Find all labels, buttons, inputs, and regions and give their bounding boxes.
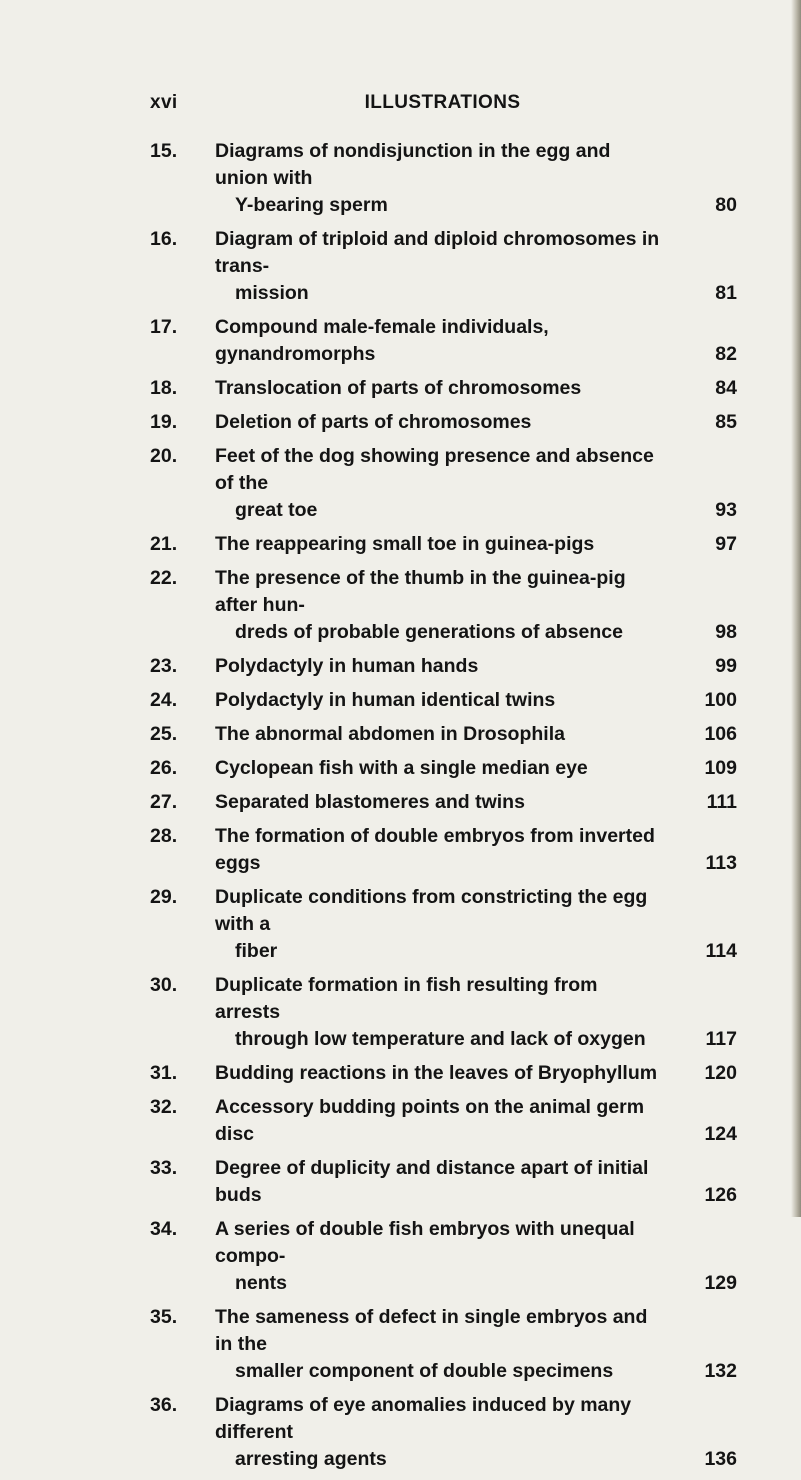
- entry-caption: [215, 721, 665, 748]
- entry-caption: [215, 314, 665, 368]
- entry-caption-line: dreds of probable generations of absence: [235, 621, 623, 643]
- entry-number: 25.: [150, 723, 178, 745]
- entry-caption: [215, 226, 665, 307]
- entry-caption: [215, 1216, 665, 1297]
- page-header: [150, 92, 735, 120]
- entry-caption: [215, 531, 665, 558]
- entry-caption-line: Y-bearing sperm: [235, 194, 388, 216]
- entry-page-number: 98: [715, 621, 737, 643]
- entry-caption-line: The presence of the thumb in the guinea-pig after hun-: [215, 567, 626, 616]
- entry-caption-line: Degree of duplicity and distance apart of initial buds: [215, 1157, 649, 1206]
- page-title: ILLUSTRATIONS: [364, 92, 521, 113]
- entry-caption-line: The reappearing small toe in guinea-pigs: [215, 533, 595, 555]
- illustration-entry: [0, 1060, 801, 1094]
- illustrations-list: [0, 138, 801, 1480]
- entry-caption-line: Compound male-female individuals, gynandromorphs: [215, 316, 549, 365]
- entry-caption-line: Separated blastomeres and twins: [215, 791, 525, 813]
- entry-number: 35.: [150, 1306, 178, 1328]
- entry-number: 22.: [150, 567, 178, 589]
- entry-number: 17.: [150, 316, 178, 338]
- entry-page-number: 120: [704, 1062, 737, 1084]
- entry-caption: [215, 443, 665, 524]
- entry-page-number: 93: [715, 499, 737, 521]
- entry-page-number: 100: [704, 689, 737, 711]
- illustration-entry: [0, 1216, 801, 1304]
- entry-caption: [215, 1060, 665, 1087]
- page-folio: xvi: [150, 92, 178, 113]
- illustration-entry: [0, 884, 801, 972]
- entry-page-number: 126: [704, 1184, 737, 1206]
- entry-number: 16.: [150, 228, 178, 250]
- entry-number: 26.: [150, 757, 178, 779]
- entry-caption: [215, 1304, 665, 1385]
- illustration-entry: [0, 531, 801, 565]
- illustration-entry: [0, 375, 801, 409]
- illustration-entry: [0, 755, 801, 789]
- entry-caption: [215, 138, 665, 219]
- entry-caption: [215, 789, 665, 816]
- illustration-entry: [0, 687, 801, 721]
- entry-number: 32.: [150, 1096, 178, 1118]
- entry-caption-line: Accessory budding points on the animal germ disc: [215, 1096, 645, 1145]
- entry-page-number: 109: [704, 757, 737, 779]
- entry-caption: [215, 375, 665, 402]
- entry-caption-line: Duplicate conditions from constricting the egg with a: [215, 886, 648, 935]
- entry-number: 19.: [150, 411, 178, 433]
- entry-caption-line: Translocation of parts of chromosomes: [215, 377, 582, 399]
- entry-page-number: 117: [705, 1028, 737, 1050]
- entry-caption: [215, 653, 665, 680]
- illustration-entry: [0, 1304, 801, 1392]
- entry-page-number: 84: [715, 377, 737, 399]
- entry-caption-line: The abnormal abdomen in Drosophila: [215, 723, 565, 745]
- entry-caption: [215, 1392, 665, 1473]
- entry-page-number: 113: [705, 852, 737, 874]
- entry-caption-line: Polydactyly in human identical twins: [215, 689, 556, 711]
- illustration-entry: [0, 314, 801, 375]
- entry-caption-line: Duplicate formation in fish resulting from arrests: [215, 974, 598, 1023]
- entry-page-number: 82: [715, 343, 737, 365]
- entry-caption-line: Polydactyly in human hands: [215, 655, 479, 677]
- entry-caption-line: great toe: [235, 499, 318, 521]
- entry-page-number: 132: [704, 1360, 737, 1382]
- entry-caption-line: Feet of the dog showing presence and absence of the: [215, 445, 654, 494]
- illustration-entry: [0, 789, 801, 823]
- entry-page-number: 136: [704, 1448, 737, 1470]
- illustration-entry: [0, 721, 801, 755]
- entry-page-number: 97: [715, 533, 737, 555]
- entry-page-number: 111: [706, 791, 737, 813]
- entry-caption-line: Diagram of triploid and diploid chromosomes in trans-: [215, 228, 660, 277]
- entry-caption: [215, 972, 665, 1053]
- entry-number: 24.: [150, 689, 178, 711]
- illustration-entry: [0, 443, 801, 531]
- entry-number: 21.: [150, 533, 178, 555]
- entry-caption-line: smaller component of double specimens: [235, 1360, 614, 1382]
- entry-number: 18.: [150, 377, 178, 399]
- illustration-entry: [0, 138, 801, 226]
- entry-number: 33.: [150, 1157, 178, 1179]
- entry-caption-line: Budding reactions in the leaves of Bryophyllum: [215, 1062, 658, 1084]
- entry-caption-line: through low temperature and lack of oxygen: [235, 1028, 646, 1050]
- entry-number: 31.: [150, 1062, 178, 1084]
- entry-caption-line: Deletion of parts of chromosomes: [215, 411, 532, 433]
- illustration-entry: [0, 1094, 801, 1155]
- entry-number: 29.: [150, 886, 178, 908]
- entry-caption: [215, 565, 665, 646]
- entry-number: 20.: [150, 445, 178, 467]
- entry-page-number: 114: [705, 940, 737, 962]
- entry-caption-line: Cyclopean fish with a single median eye: [215, 757, 588, 779]
- entry-caption: [215, 687, 665, 714]
- entry-caption-line: Diagrams of eye anomalies induced by many different: [215, 1394, 632, 1443]
- entry-number: 28.: [150, 825, 178, 847]
- page-edge-shadow: [791, 0, 801, 1217]
- illustration-entry: [0, 823, 801, 884]
- illustration-entry: [0, 972, 801, 1060]
- entry-number: 27.: [150, 791, 178, 813]
- entry-caption: [215, 884, 665, 965]
- illustration-entry: [0, 1155, 801, 1216]
- entry-caption-line: arresting agents: [235, 1448, 387, 1470]
- entry-page-number: 85: [715, 411, 737, 433]
- entry-number: 30.: [150, 974, 178, 996]
- illustration-entry: [0, 653, 801, 687]
- entry-caption: [215, 755, 665, 782]
- entry-caption-line: Diagrams of nondisjunction in the egg and union with: [215, 140, 611, 189]
- entry-number: 34.: [150, 1218, 178, 1240]
- entry-caption-line: The formation of double embryos from inverted eggs: [215, 825, 655, 874]
- entry-caption-line: The sameness of defect in single embryos and in the: [215, 1306, 648, 1355]
- entry-number: 15.: [150, 140, 178, 162]
- entry-page-number: 129: [704, 1272, 737, 1294]
- illustration-entry: [0, 1392, 801, 1480]
- entry-page-number: 80: [715, 194, 737, 216]
- entry-caption: [215, 1155, 665, 1209]
- illustration-entry: [0, 409, 801, 443]
- entry-page-number: 81: [715, 282, 737, 304]
- entry-caption: [215, 409, 665, 436]
- entry-caption: [215, 823, 665, 877]
- entry-caption: [215, 1094, 665, 1148]
- entry-caption-line: mission: [235, 282, 309, 304]
- entry-page-number: 106: [704, 723, 737, 745]
- entry-caption-line: nents: [235, 1272, 288, 1294]
- illustration-entry: [0, 226, 801, 314]
- entry-page-number: 124: [704, 1123, 737, 1145]
- entry-caption-line: A series of double fish embryos with unequal compo-: [215, 1218, 635, 1267]
- entry-page-number: 99: [715, 655, 737, 677]
- entry-number: 23.: [150, 655, 178, 677]
- illustration-entry: [0, 565, 801, 653]
- entry-number: 36.: [150, 1394, 178, 1416]
- entry-caption-line: fiber: [235, 940, 278, 962]
